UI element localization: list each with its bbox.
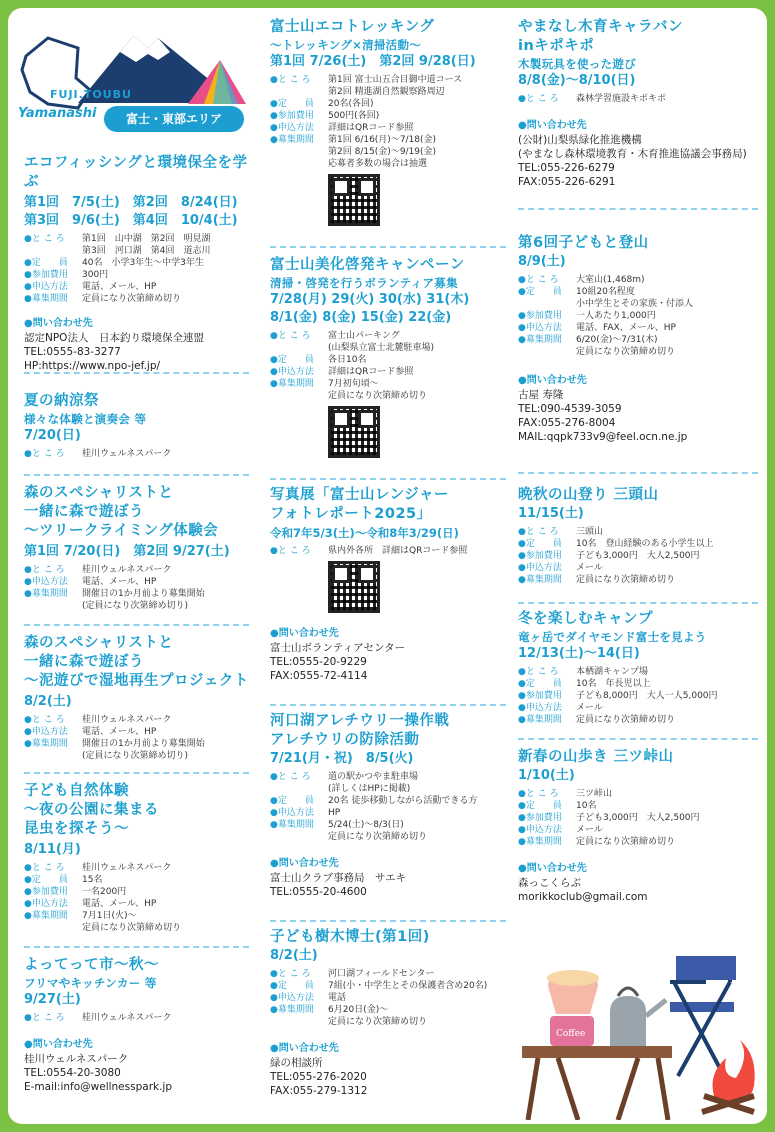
contact-info: 桂川ウェルネスパーク TEL:0554-20-3080 E-mail:info@wellnesspark.jp	[24, 1053, 173, 1093]
event-title: 第6回子どもと登山	[518, 235, 649, 251]
detail-label: ●募集期間	[518, 335, 562, 345]
detail-row	[270, 122, 506, 134]
divider	[270, 920, 506, 922]
event-subtitle: 様々な体験と演奏会 等	[24, 412, 147, 426]
event-date: 8/2(土)	[270, 948, 318, 963]
divider	[24, 624, 249, 626]
event-details	[518, 93, 758, 105]
detail-row	[518, 824, 758, 836]
detail-value: 子ども3,000円 大人2,500円	[576, 551, 700, 561]
detail-label: ●参加費用	[518, 311, 562, 321]
detail-label: ●定 員	[270, 99, 314, 109]
detail-row	[270, 378, 506, 402]
detail-row	[24, 233, 249, 257]
contact-heading: ●問い合わせ先	[518, 863, 587, 874]
detail-value: 富士山パーキング (山梨県立富士北麓駐車場)	[328, 331, 435, 353]
event-autumn-climb	[518, 486, 758, 586]
event-title: 晩秋の山登り 三頭山	[518, 487, 659, 503]
event-details	[24, 714, 249, 762]
contact-heading: ●問い合わせ先	[270, 628, 339, 639]
detail-value: 5/24(土)〜8/3(日) 定員になり次第締め切り	[328, 820, 428, 842]
detail-row	[518, 274, 758, 286]
detail-label: ●申込方法	[270, 123, 314, 133]
detail-row	[24, 898, 249, 910]
event-title: 子ども自然体験 〜夜の公園に集まる 昆虫を探そう〜	[24, 783, 159, 837]
contact-heading: ●問い合わせ先	[24, 318, 93, 329]
detail-label: ●申込方法	[24, 577, 68, 587]
detail-row	[518, 678, 758, 690]
detail-value: 電話	[328, 993, 347, 1003]
contact-heading: ●問い合わせ先	[270, 858, 339, 869]
detail-value: 20名(各回)	[328, 99, 374, 109]
event-tree-climbing	[24, 484, 249, 612]
detail-value: 各日10名	[328, 355, 367, 365]
event-eco-fishing	[24, 154, 249, 373]
detail-label: ●参加費用	[24, 270, 68, 280]
event-details	[518, 526, 758, 586]
detail-row	[518, 562, 758, 574]
detail-value: 桂川ウェルネスパーク	[82, 863, 172, 873]
detail-label: ●申込方法	[518, 825, 562, 835]
column-middle	[270, 8, 506, 1124]
qr-code[interactable]	[328, 561, 380, 613]
event-details	[24, 564, 249, 612]
event-date: 第3回 9/6(土) 第4回 10/4(土)	[24, 213, 238, 228]
divider	[518, 208, 758, 210]
event-date: 8/11(月)	[24, 842, 81, 857]
detail-label: ●と こ ろ	[270, 772, 311, 782]
event-title: エコフィッシングと環境保全を学ぶ	[24, 155, 248, 190]
detail-value: 電話、FAX、メール、HP	[576, 323, 676, 333]
event-beautification	[270, 256, 506, 458]
qr-code[interactable]	[328, 406, 380, 458]
event-subtitle: 木製玩具を使った遊び	[518, 57, 636, 71]
detail-label: ●と こ ろ	[24, 863, 65, 873]
detail-row	[518, 550, 758, 562]
column-right	[518, 8, 758, 1124]
detail-row	[24, 738, 249, 762]
event-subtitle: 竜ヶ岳でダイヤモンド富士を見よう	[518, 630, 707, 644]
detail-label: ●と こ ろ	[270, 331, 311, 341]
detail-label: ●申込方法	[518, 323, 562, 333]
contact-info: 富士山ボランティアセンター TEL:0555-20-9229 FAX:0555-72-4114	[270, 642, 406, 682]
detail-label: ●参加費用	[518, 551, 562, 561]
divider	[518, 602, 758, 604]
detail-row	[518, 334, 758, 358]
detail-row	[518, 322, 758, 334]
detail-row	[270, 98, 506, 110]
detail-value: 10名 年長児以上	[576, 679, 651, 689]
detail-label: ●参加費用	[270, 111, 314, 121]
detail-value: HP	[328, 808, 341, 818]
event-date: 1/10(土)	[518, 768, 575, 783]
detail-label: ●と こ ろ	[24, 234, 65, 244]
detail-value: 定員になり次第締め切り	[82, 294, 182, 304]
event-title: 富士山エコトレッキング	[270, 19, 435, 35]
event-title: 子ども樹木博士(第1回)	[270, 929, 430, 945]
detail-label: ●定 員	[518, 679, 562, 689]
detail-value: 定員になり次第締め切り	[576, 715, 676, 725]
detail-value: 10名	[576, 801, 597, 811]
event-details	[270, 330, 506, 402]
detail-row	[518, 538, 758, 550]
event-date: 8/2(土)	[24, 694, 72, 709]
detail-row	[270, 110, 506, 122]
detail-label: ●申込方法	[270, 367, 314, 377]
detail-label: ●定 員	[24, 258, 68, 268]
event-details	[270, 968, 506, 1028]
detail-label: ●募集期間	[270, 820, 314, 830]
event-subtitle: 清掃・啓発を行うボランティア募集	[270, 276, 458, 290]
contact-info: 緑の相談所 TEL:055-276-2020 FAX:055-279-1312	[270, 1057, 368, 1097]
divider	[270, 246, 506, 248]
event-photo-exhibition	[270, 486, 506, 683]
detail-value: 河口湖フィールドセンター	[328, 969, 435, 979]
detail-label: ●と こ ろ	[270, 75, 311, 85]
detail-value: 県内外各所 詳細はQRコード参照	[328, 546, 468, 556]
detail-label: ●申込方法	[518, 563, 562, 573]
detail-row	[518, 714, 758, 726]
detail-label: ●と こ ろ	[518, 94, 559, 104]
event-wood-caravan	[518, 18, 758, 189]
detail-row	[24, 448, 249, 460]
detail-value: 15名	[82, 875, 103, 885]
logo-text: FUJI.TOUBU	[50, 88, 132, 101]
event-new-year-walk	[518, 748, 758, 904]
detail-label: ●参加費用	[518, 691, 562, 701]
contact-heading: ●問い合わせ先	[518, 120, 587, 131]
detail-value: 森林学習施設キポキポ	[576, 94, 667, 104]
detail-value: 三ツ峠山	[576, 789, 613, 799]
detail-row	[270, 366, 506, 378]
detail-label: ●申込方法	[24, 282, 68, 292]
detail-value: 6/20(金)〜7/31(木) 定員になり次第締め切り	[576, 335, 676, 357]
event-details	[518, 274, 758, 358]
detail-label: ●と こ ろ	[518, 275, 559, 285]
event-date: 第1回 7/26(土) 第2回 9/28(日)	[270, 54, 476, 69]
event-title: よってって市〜秋〜	[24, 957, 159, 973]
event-title: 富士山美化啓発キャンペーン	[270, 257, 465, 273]
detail-value: 詳細はQRコード参照	[328, 123, 414, 133]
detail-row	[270, 330, 506, 354]
event-wetland	[24, 634, 249, 762]
detail-value: 詳細はQRコード参照	[328, 367, 414, 377]
event-details	[24, 862, 249, 934]
event-date: 11/15(土)	[518, 506, 584, 521]
detail-label: ●定 員	[518, 539, 562, 549]
event-date: 第1回 7/20(日) 第2回 9/27(土)	[24, 544, 230, 559]
detail-row	[518, 812, 758, 824]
detail-value: 桂川ウェルネスパーク	[82, 449, 172, 459]
detail-label: ●定 員	[24, 875, 68, 885]
detail-row	[270, 545, 506, 557]
column-left	[24, 8, 249, 1124]
event-summer-festival	[24, 392, 249, 460]
event-tree-doctor	[270, 928, 506, 1098]
detail-value: メール	[576, 563, 603, 573]
detail-label: ●と こ ろ	[518, 667, 559, 677]
event-details	[270, 74, 506, 170]
detail-value: 第1回 山中湖 第2回 明見湖 第3回 河口湖 第4回 道志川	[82, 234, 211, 256]
detail-label: ●と こ ろ	[24, 565, 65, 575]
detail-value: 桂川ウェルネスパーク	[82, 565, 172, 575]
detail-label: ●申込方法	[24, 899, 68, 909]
detail-value: 定員になり次第締め切り	[576, 837, 676, 847]
detail-row	[24, 576, 249, 588]
flyer-page	[8, 8, 767, 1124]
detail-row	[270, 968, 506, 980]
area-badge: 富士・東部エリア	[104, 106, 244, 132]
detail-value: 6月20日(金)〜 定員になり次第締め切り	[328, 1005, 428, 1027]
event-date: 7/21(月・祝) 8/5(火)	[270, 751, 414, 766]
detail-row	[24, 874, 249, 886]
detail-row	[24, 269, 249, 281]
event-date: 7/20(日)	[24, 428, 81, 443]
event-kids-hiking	[518, 234, 758, 444]
event-winter-camp	[518, 610, 758, 726]
detail-label: ●と こ ろ	[24, 449, 65, 459]
detail-label: ●申込方法	[270, 993, 314, 1003]
detail-row	[270, 980, 506, 992]
detail-row	[270, 354, 506, 366]
detail-label: ●募集期間	[24, 294, 68, 304]
detail-value: 本栖湖キャンプ場	[576, 667, 649, 677]
event-subtitle: 〜トレッキング×清掃活動〜	[270, 38, 422, 52]
detail-row	[270, 771, 506, 795]
event-title: 新春の山歩き 三ツ峠山	[518, 749, 674, 765]
detail-label: ●募集期間	[270, 379, 314, 389]
detail-row	[24, 1012, 249, 1024]
detail-row	[518, 666, 758, 678]
detail-value: 電話、メール、HP	[82, 899, 157, 909]
detail-row	[270, 819, 506, 843]
divider	[24, 772, 249, 774]
detail-label: ●募集期間	[518, 575, 562, 585]
event-title: やまなし木育キャラバン inキポキポ	[518, 19, 683, 54]
event-title: 写真展「富士山レンジャー フォトレポート2025」	[270, 487, 449, 522]
detail-row	[518, 526, 758, 538]
detail-value: 電話、メール、HP	[82, 577, 157, 587]
detail-value: 7月初旬頃〜 定員になり次第締め切り	[328, 379, 428, 401]
detail-row	[24, 886, 249, 898]
event-date: 第1回 7/5(土) 第2回 8/24(日)	[24, 195, 238, 210]
detail-label: ●と こ ろ	[270, 969, 311, 979]
detail-value: 桂川ウェルネスパーク	[82, 1013, 172, 1023]
event-details	[518, 788, 758, 848]
detail-row	[270, 1004, 506, 1028]
detail-row	[518, 574, 758, 586]
event-market	[24, 956, 249, 1094]
region-name: Yamanashi	[18, 106, 97, 121]
divider	[270, 478, 506, 480]
detail-label: ●参加費用	[24, 887, 68, 897]
detail-label: ●と こ ろ	[518, 789, 559, 799]
event-details	[24, 233, 249, 305]
detail-label: ●と こ ろ	[270, 546, 311, 556]
detail-row	[24, 564, 249, 576]
detail-label: ●と こ ろ	[518, 527, 559, 537]
event-date: 12/13(土)〜14(日)	[518, 646, 640, 661]
detail-value: 電話、メール、HP	[82, 727, 157, 737]
event-date: 8/9(土)	[518, 254, 566, 269]
detail-value: 一名200円	[82, 887, 127, 897]
detail-row	[518, 836, 758, 848]
detail-row	[518, 93, 758, 105]
detail-value: 大室山(1,468m)	[576, 275, 645, 285]
detail-row	[518, 286, 758, 310]
detail-value: メール	[576, 825, 603, 835]
detail-row	[24, 588, 249, 612]
divider	[24, 946, 249, 948]
detail-label: ●参加費用	[518, 813, 562, 823]
contact-info: 古屋 寿隆 TEL:090-4539-3059 FAX:055-276-8004 MAIL:qqpk733v9@feel.ocn.ne.jp	[518, 389, 688, 443]
event-details	[24, 1012, 249, 1024]
detail-value: 7組(小・中学生とその保護者含め20名)	[328, 981, 488, 991]
detail-label: ●と こ ろ	[24, 1013, 65, 1023]
detail-label: ●募集期間	[24, 911, 68, 921]
detail-value: 定員になり次第締め切り	[576, 575, 676, 585]
detail-label: ●募集期間	[518, 837, 562, 847]
detail-value: 第1回 6/16(月)〜7/18(金) 第2回 8/15(金)〜9/19(金) 応募者多数の場合は抽選	[328, 135, 437, 169]
event-details	[270, 771, 506, 843]
detail-value: 300円	[82, 270, 109, 280]
detail-label: ●定 員	[270, 796, 314, 806]
detail-value: 開催日の1か月前より募集開始 (定員になり次第締め切り)	[82, 589, 205, 611]
detail-row	[24, 862, 249, 874]
event-date: 令和7年5/3(土)〜令和8年3/29(日)	[270, 526, 459, 540]
detail-row	[24, 910, 249, 934]
detail-value: 開催日の1か月前より募集開始 (定員になり次第締め切り)	[82, 739, 205, 761]
event-title: 河口湖アレチウリ一操作戦 アレチウリの防除活動	[270, 713, 450, 748]
contact-info: 森っこくらぶ morikkoclub@gmail.com	[518, 877, 648, 903]
detail-label: ●募集期間	[24, 589, 68, 599]
event-date: 8/8(金)〜8/10(日)	[518, 73, 636, 88]
event-eco-trekking	[270, 18, 506, 226]
contact-heading: ●問い合わせ先	[270, 1043, 339, 1054]
detail-label: ●申込方法	[270, 808, 314, 818]
detail-row	[270, 795, 506, 807]
detail-value: 40名 小学3年生〜中学3年生	[82, 258, 204, 268]
detail-value: 7月1日(火)〜 定員になり次第締め切り	[82, 911, 182, 933]
detail-row	[270, 134, 506, 170]
detail-row	[270, 74, 506, 98]
detail-label: ●申込方法	[518, 703, 562, 713]
camping-illustration	[518, 936, 758, 1120]
contact-info: 富士山クラブ事務局 サエキ TEL:0555-20-4600	[270, 872, 407, 898]
divider	[518, 738, 758, 740]
event-arechiuri	[270, 712, 506, 899]
event-insects	[24, 782, 249, 934]
event-title: 森のスペシャリストと 一緒に森で遊ぼう 〜泥遊びで湿地再生プロジェクト	[24, 635, 249, 689]
detail-row	[518, 800, 758, 812]
detail-label: ●定 員	[518, 801, 562, 811]
divider	[518, 472, 758, 474]
detail-value: 10名 登山経験のある小学生以上	[576, 539, 714, 549]
detail-row	[24, 257, 249, 269]
detail-label: ●定 員	[270, 355, 314, 365]
detail-value: 道の駅かつやま駐車場 (詳しくはHPに掲載)	[328, 772, 419, 794]
detail-value: 一人あたり1,000円	[576, 311, 656, 321]
detail-value: 桂川ウェルネスパーク	[82, 715, 172, 725]
detail-value: 三頭山	[576, 527, 604, 537]
detail-label: ●募集期間	[270, 135, 314, 145]
event-date: 7/28(月) 29(火) 30(水) 31(木) 8/1(金) 8(金) 15(金) 22(金)	[270, 292, 470, 325]
event-subtitle: フリマやキッチンカー 等	[24, 976, 157, 990]
detail-label: ●募集期間	[24, 739, 68, 749]
contact-info: 認定NPO法人 日本釣り環境保全連盟 TEL:0555-83-3277 HP:https://www.npo-jef.jp/	[24, 332, 204, 372]
detail-row	[518, 788, 758, 800]
event-title: 夏の納涼祭	[24, 393, 99, 409]
detail-value: 10組20名程度 小中学生とその家族・付添人	[576, 287, 694, 309]
qr-code[interactable]	[328, 174, 380, 226]
detail-value: 500円(各回)	[328, 111, 380, 121]
detail-row	[270, 807, 506, 819]
detail-row	[24, 281, 249, 293]
detail-value: メール	[576, 703, 603, 713]
detail-value: 子ども3,000円 大人2,500円	[576, 813, 700, 823]
detail-label: ●定 員	[518, 287, 562, 297]
detail-value: 第1回 富士山五合目御中道コース 第2回 精進湖自然観察路周辺	[328, 75, 463, 97]
event-title: 森のスペシャリストと 一緒に森で遊ぼう 〜ツリークライミング体験会	[24, 485, 219, 539]
detail-row	[518, 702, 758, 714]
detail-value: 電話、メール、HP	[82, 282, 157, 292]
contact-heading: ●問い合わせ先	[518, 375, 587, 386]
detail-value: 20名 徒歩移動しながら活動できる方	[328, 796, 478, 806]
event-date: 9/27(土)	[24, 992, 81, 1007]
detail-label: ●募集期間	[270, 1005, 314, 1015]
detail-row	[518, 690, 758, 702]
event-details	[24, 448, 249, 460]
detail-value: 子ども8,000円 大人一人5,000円	[576, 691, 718, 701]
detail-row	[24, 726, 249, 738]
event-title: 冬を楽しむキャンプ	[518, 611, 653, 627]
detail-row	[24, 293, 249, 305]
contact-heading: ●問い合わせ先	[24, 1039, 93, 1050]
detail-label: ●と こ ろ	[24, 715, 65, 725]
detail-row	[518, 310, 758, 322]
detail-label: ●募集期間	[518, 715, 562, 725]
event-details	[518, 666, 758, 726]
detail-label: ●定 員	[270, 981, 314, 991]
contact-info: (公財)山梨県緑化推進機構 (やまなし森林環境教育・木育推進協議会事務局) TEL:055-226-6279 FAX:055-226-6291	[518, 134, 747, 188]
event-details	[270, 545, 506, 557]
detail-row	[24, 714, 249, 726]
divider	[270, 704, 506, 706]
divider	[24, 372, 249, 374]
detail-row	[270, 992, 506, 1004]
detail-label: ●申込方法	[24, 727, 68, 737]
cup-label: Coffee	[556, 1029, 586, 1039]
divider	[24, 474, 249, 476]
